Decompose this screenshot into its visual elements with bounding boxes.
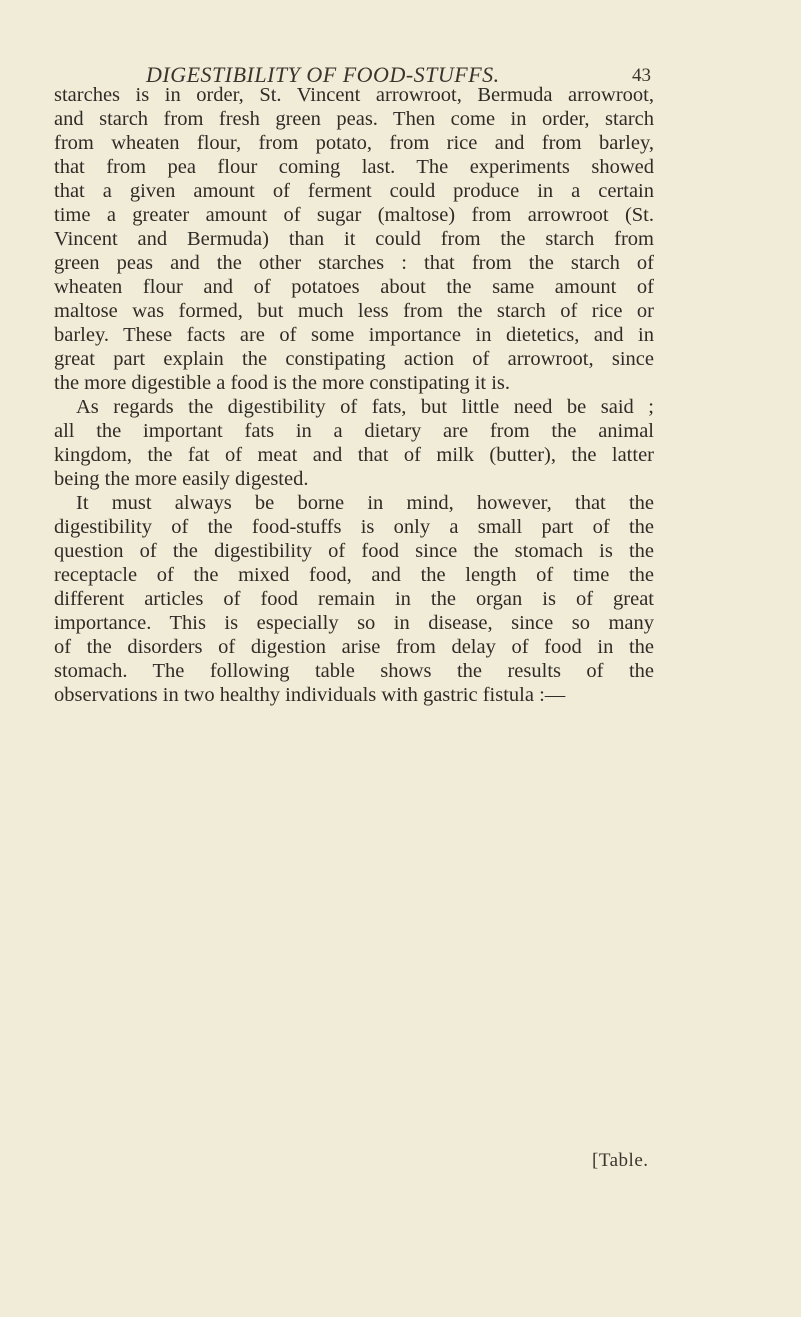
text-line: Vincent and Bermuda) than it could from the starch from: [54, 228, 654, 250]
text-line: wheaten flour and of potatoes about the same amount of: [54, 276, 654, 298]
text-line: barley. These facts are of some importance in dietetics, and in: [54, 324, 654, 346]
text-line: time a greater amount of sugar (maltose) from arrowroot (St.: [54, 204, 654, 226]
text-line: all the important fats in a dietary are from the animal: [54, 420, 654, 442]
text-line: being the more easily digested.: [54, 468, 309, 490]
text-line: and starch from fresh green peas. Then come in order, starch: [54, 108, 654, 130]
text-line: the more digestible a food is the more constipating it is.: [54, 372, 511, 394]
running-title: DIGESTIBILITY OF FOOD-STUFFS.: [146, 62, 500, 87]
catchword: [Table.: [592, 1150, 649, 1171]
text-line: of the disorders of digestion arise from delay of food in the: [54, 636, 654, 658]
text-line: As regards the digestibility of fats, but little need be said ;: [76, 396, 654, 418]
text-line: that a given amount of ferment could produce in a certain: [54, 180, 654, 202]
text-line: maltose was formed, but much less from the starch of rice or: [54, 300, 654, 322]
text-line: different articles of food remain in the organ is of great: [54, 588, 654, 610]
text-line: from wheaten flour, from potato, from rice and from barley,: [54, 132, 654, 154]
text-line: receptacle of the mixed food, and the length of time the: [54, 564, 654, 586]
page-number: 43: [632, 65, 651, 86]
text-line: that from pea flour coming last. The experiments showed: [54, 156, 654, 178]
text-line: great part explain the constipating action of arrowroot, since: [54, 348, 654, 370]
text-line: question of the digestibility of food since the stomach is the: [54, 540, 654, 562]
text-line: starches is in order, St. Vincent arrowroot, Bermuda arrowroot,: [54, 84, 654, 106]
body-text: [54, 84, 654, 707]
text-line: digestibility of the food-stuffs is only a small part of the: [54, 516, 654, 538]
text-line: green peas and the other starches : that from the starch of: [54, 252, 654, 274]
text-line: kingdom, the fat of meat and that of milk (butter), the latter: [54, 444, 654, 466]
text-line: stomach. The following table shows the results of the: [54, 660, 654, 682]
text-line: It must always be borne in mind, however, that the: [76, 492, 654, 514]
text-line: importance. This is especially so in disease, since so many: [54, 612, 654, 634]
text-line: observations in two healthy individuals with gastric fistula :—: [54, 684, 566, 706]
